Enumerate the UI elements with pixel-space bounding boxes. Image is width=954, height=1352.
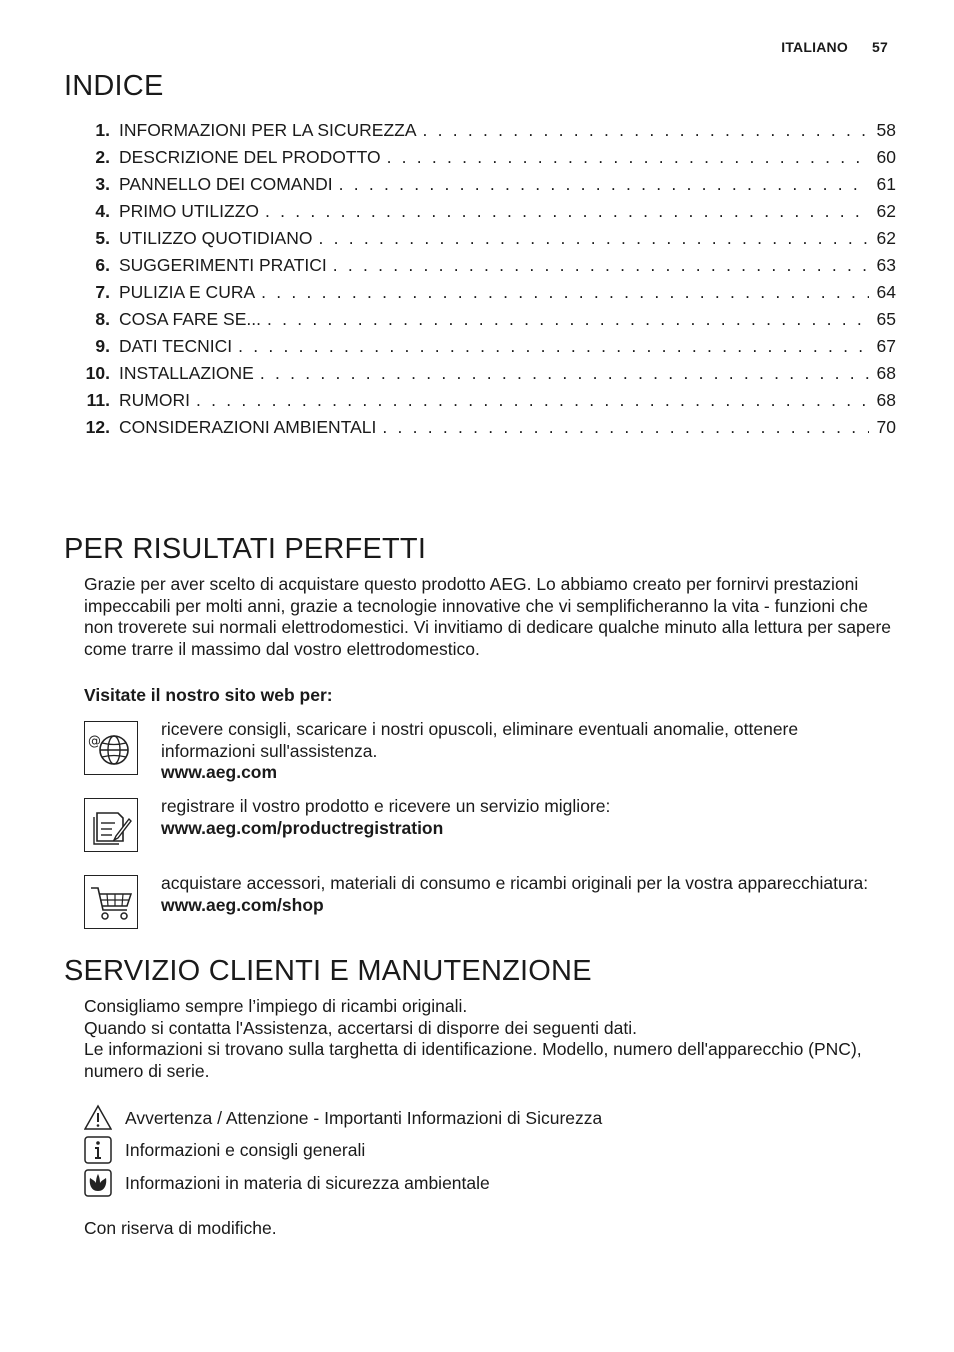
web-item-text: acquistare accessori, materiali di consumo e ricambi originali per la vostra apparecchiatura: bbox=[161, 873, 869, 893]
legend-text: Avvertenza / Attenzione - Importanti Informazioni di Sicurezza bbox=[125, 1108, 603, 1128]
shop-link[interactable]: www.aeg.com/shop bbox=[161, 894, 324, 915]
toc-entry-page: 61 bbox=[876, 174, 896, 194]
toc-leader-dots bbox=[382, 417, 868, 438]
toc-leader-dots bbox=[196, 390, 869, 411]
servizio-title: SERVIZIO CLIENTI E MANUTENZIONE bbox=[64, 955, 592, 987]
toc-entry[interactable] bbox=[78, 228, 896, 255]
toc-leader-dots bbox=[265, 201, 869, 222]
toc-entry[interactable] bbox=[78, 120, 896, 147]
toc-entry[interactable] bbox=[78, 363, 896, 390]
toc-entry-page: 60 bbox=[876, 147, 896, 167]
toc-entry-number: 12. bbox=[85, 417, 110, 437]
toc-entry-number: 7. bbox=[95, 282, 110, 302]
toc-leader-dots bbox=[267, 309, 869, 330]
product-registration-link[interactable]: www.aeg.com/productregistration bbox=[161, 817, 444, 838]
intro-paragraph: Grazie per aver scelto di acquistare questo prodotto AEG. Lo abbiamo creato per fornirvi prestazioni impeccabili per molti anni, grazie a tecnologie innovative che vi semplificheranno la vita - funzioni che non troverete sui normali elettrodomestici. Vi invitiamo di dedicare qualche minuto alla lettura per sapere come trarre il massimo dal vostro elettrodomestico. bbox=[84, 574, 892, 659]
toc-entry-page: 68 bbox=[876, 363, 896, 383]
toc-entry[interactable] bbox=[78, 282, 896, 309]
legend-row-environment bbox=[84, 1169, 896, 1197]
toc-entry-title: DATI TECNICI bbox=[119, 336, 233, 356]
toc-entry-title: PANNELLO DEI COMANDI bbox=[119, 174, 333, 194]
toc-entry-page: 62 bbox=[876, 201, 896, 221]
indice-title: INDICE bbox=[64, 70, 164, 102]
web-item-text: registrare il vostro prodotto e ricevere un servizio migliore: bbox=[161, 796, 611, 816]
environment-flower-icon bbox=[84, 1169, 112, 1197]
toc-entry[interactable] bbox=[78, 147, 896, 174]
toc-entry-number: 5. bbox=[95, 228, 110, 248]
toc-entry[interactable] bbox=[78, 336, 896, 363]
toc-entry-number: 8. bbox=[95, 309, 110, 329]
legend-row-warning bbox=[84, 1104, 896, 1132]
toc-leader-dots bbox=[339, 174, 869, 195]
shopping-cart-icon bbox=[84, 875, 138, 929]
toc-entry-page: 67 bbox=[876, 336, 896, 356]
toc-entry-title: PULIZIA E CURA bbox=[119, 282, 256, 302]
page-header bbox=[761, 39, 888, 55]
perfetti-title: PER RISULTATI PERFETTI bbox=[64, 533, 427, 565]
warning-triangle-icon bbox=[84, 1104, 112, 1132]
toc-leader-dots bbox=[387, 147, 869, 168]
reserve-note: Con riserva di modifiche. bbox=[84, 1218, 277, 1238]
header-language: ITALIANO bbox=[781, 39, 848, 55]
toc-entry-title: CONSIDERAZIONI AMBIENTALI bbox=[119, 417, 377, 437]
toc-entry-title: SUGGERIMENTI PRATICI bbox=[119, 255, 327, 275]
toc-leader-dots bbox=[261, 282, 868, 303]
aeg-website-link[interactable]: www.aeg.com bbox=[161, 762, 278, 782]
web-item-text: ricevere consigli, scaricare i nostri opuscoli, eliminare eventuali anomalie, ottenere informazioni sull'assistenza. bbox=[161, 719, 799, 761]
toc-leader-dots bbox=[260, 363, 869, 384]
toc-entry-number: 9. bbox=[95, 336, 110, 356]
toc-entry[interactable] bbox=[78, 201, 896, 228]
toc-entry-title: COSA FARE SE... bbox=[119, 309, 261, 329]
toc-entry[interactable] bbox=[78, 390, 896, 417]
toc-entry-number: 1. bbox=[95, 120, 110, 140]
toc-entry-page: 63 bbox=[876, 255, 896, 275]
visit-heading: Visitate il nostro sito web per: bbox=[84, 685, 333, 705]
registration-form-icon bbox=[84, 798, 138, 852]
header-page-number: 57 bbox=[872, 39, 888, 55]
info-icon bbox=[84, 1136, 112, 1164]
toc-entry-number: 6. bbox=[95, 255, 110, 275]
toc-entry-page: 58 bbox=[876, 120, 896, 140]
legend-text: Informazioni in materia di sicurezza ambientale bbox=[125, 1173, 490, 1193]
toc-entry-page: 62 bbox=[876, 228, 896, 248]
toc-entry-page: 68 bbox=[876, 390, 896, 410]
svg-text:@: @ bbox=[88, 734, 101, 749]
toc-entry-page: 64 bbox=[876, 282, 896, 302]
toc-entry-title: UTILIZZO QUOTIDIANO bbox=[119, 228, 313, 248]
legend-row-info bbox=[84, 1136, 896, 1164]
toc-leader-dots bbox=[238, 336, 868, 357]
toc-entry-number: 2. bbox=[95, 147, 110, 167]
service-line: Quando si contatta l'Assistenza, accertarsi di disporre dei seguenti dati. bbox=[84, 1017, 637, 1038]
toc-leader-dots bbox=[333, 255, 869, 276]
toc-entry[interactable] bbox=[78, 174, 896, 201]
toc-entry[interactable] bbox=[78, 309, 896, 336]
toc-entry-number: 4. bbox=[95, 201, 110, 221]
toc-entry[interactable] bbox=[78, 417, 896, 444]
toc-entry-number: 11. bbox=[86, 390, 110, 410]
toc-entry-title: INSTALLAZIONE bbox=[119, 363, 254, 383]
toc-entry-title: PRIMO UTILIZZO bbox=[119, 201, 259, 221]
toc-entry-page: 65 bbox=[876, 309, 896, 329]
table-of-contents bbox=[78, 120, 896, 444]
toc-entry[interactable] bbox=[78, 255, 896, 282]
toc-entry-title: DESCRIZIONE DEL PRODOTTO bbox=[119, 147, 381, 167]
service-line: Le informazioni si trovano sulla targhetta di identificazione. Modello, numero dell'apparecchio (PNC), numero di serie. bbox=[84, 1039, 862, 1081]
toc-leader-dots bbox=[318, 228, 868, 249]
service-line: Consigliamo sempre l’impiego di ricambi originali. bbox=[84, 996, 468, 1016]
toc-entry-title: RUMORI bbox=[119, 390, 190, 410]
toc-leader-dots bbox=[423, 120, 869, 141]
legend-text: Informazioni e consigli generali bbox=[125, 1140, 366, 1160]
toc-entry-number: 3. bbox=[95, 174, 110, 194]
toc-entry-number: 10. bbox=[85, 363, 110, 383]
toc-entry-title: INFORMAZIONI PER LA SICUREZZA bbox=[119, 120, 417, 140]
toc-entry-page: 70 bbox=[876, 417, 896, 437]
service-paragraph bbox=[84, 996, 896, 1082]
web-globe-icon bbox=[84, 721, 138, 775]
